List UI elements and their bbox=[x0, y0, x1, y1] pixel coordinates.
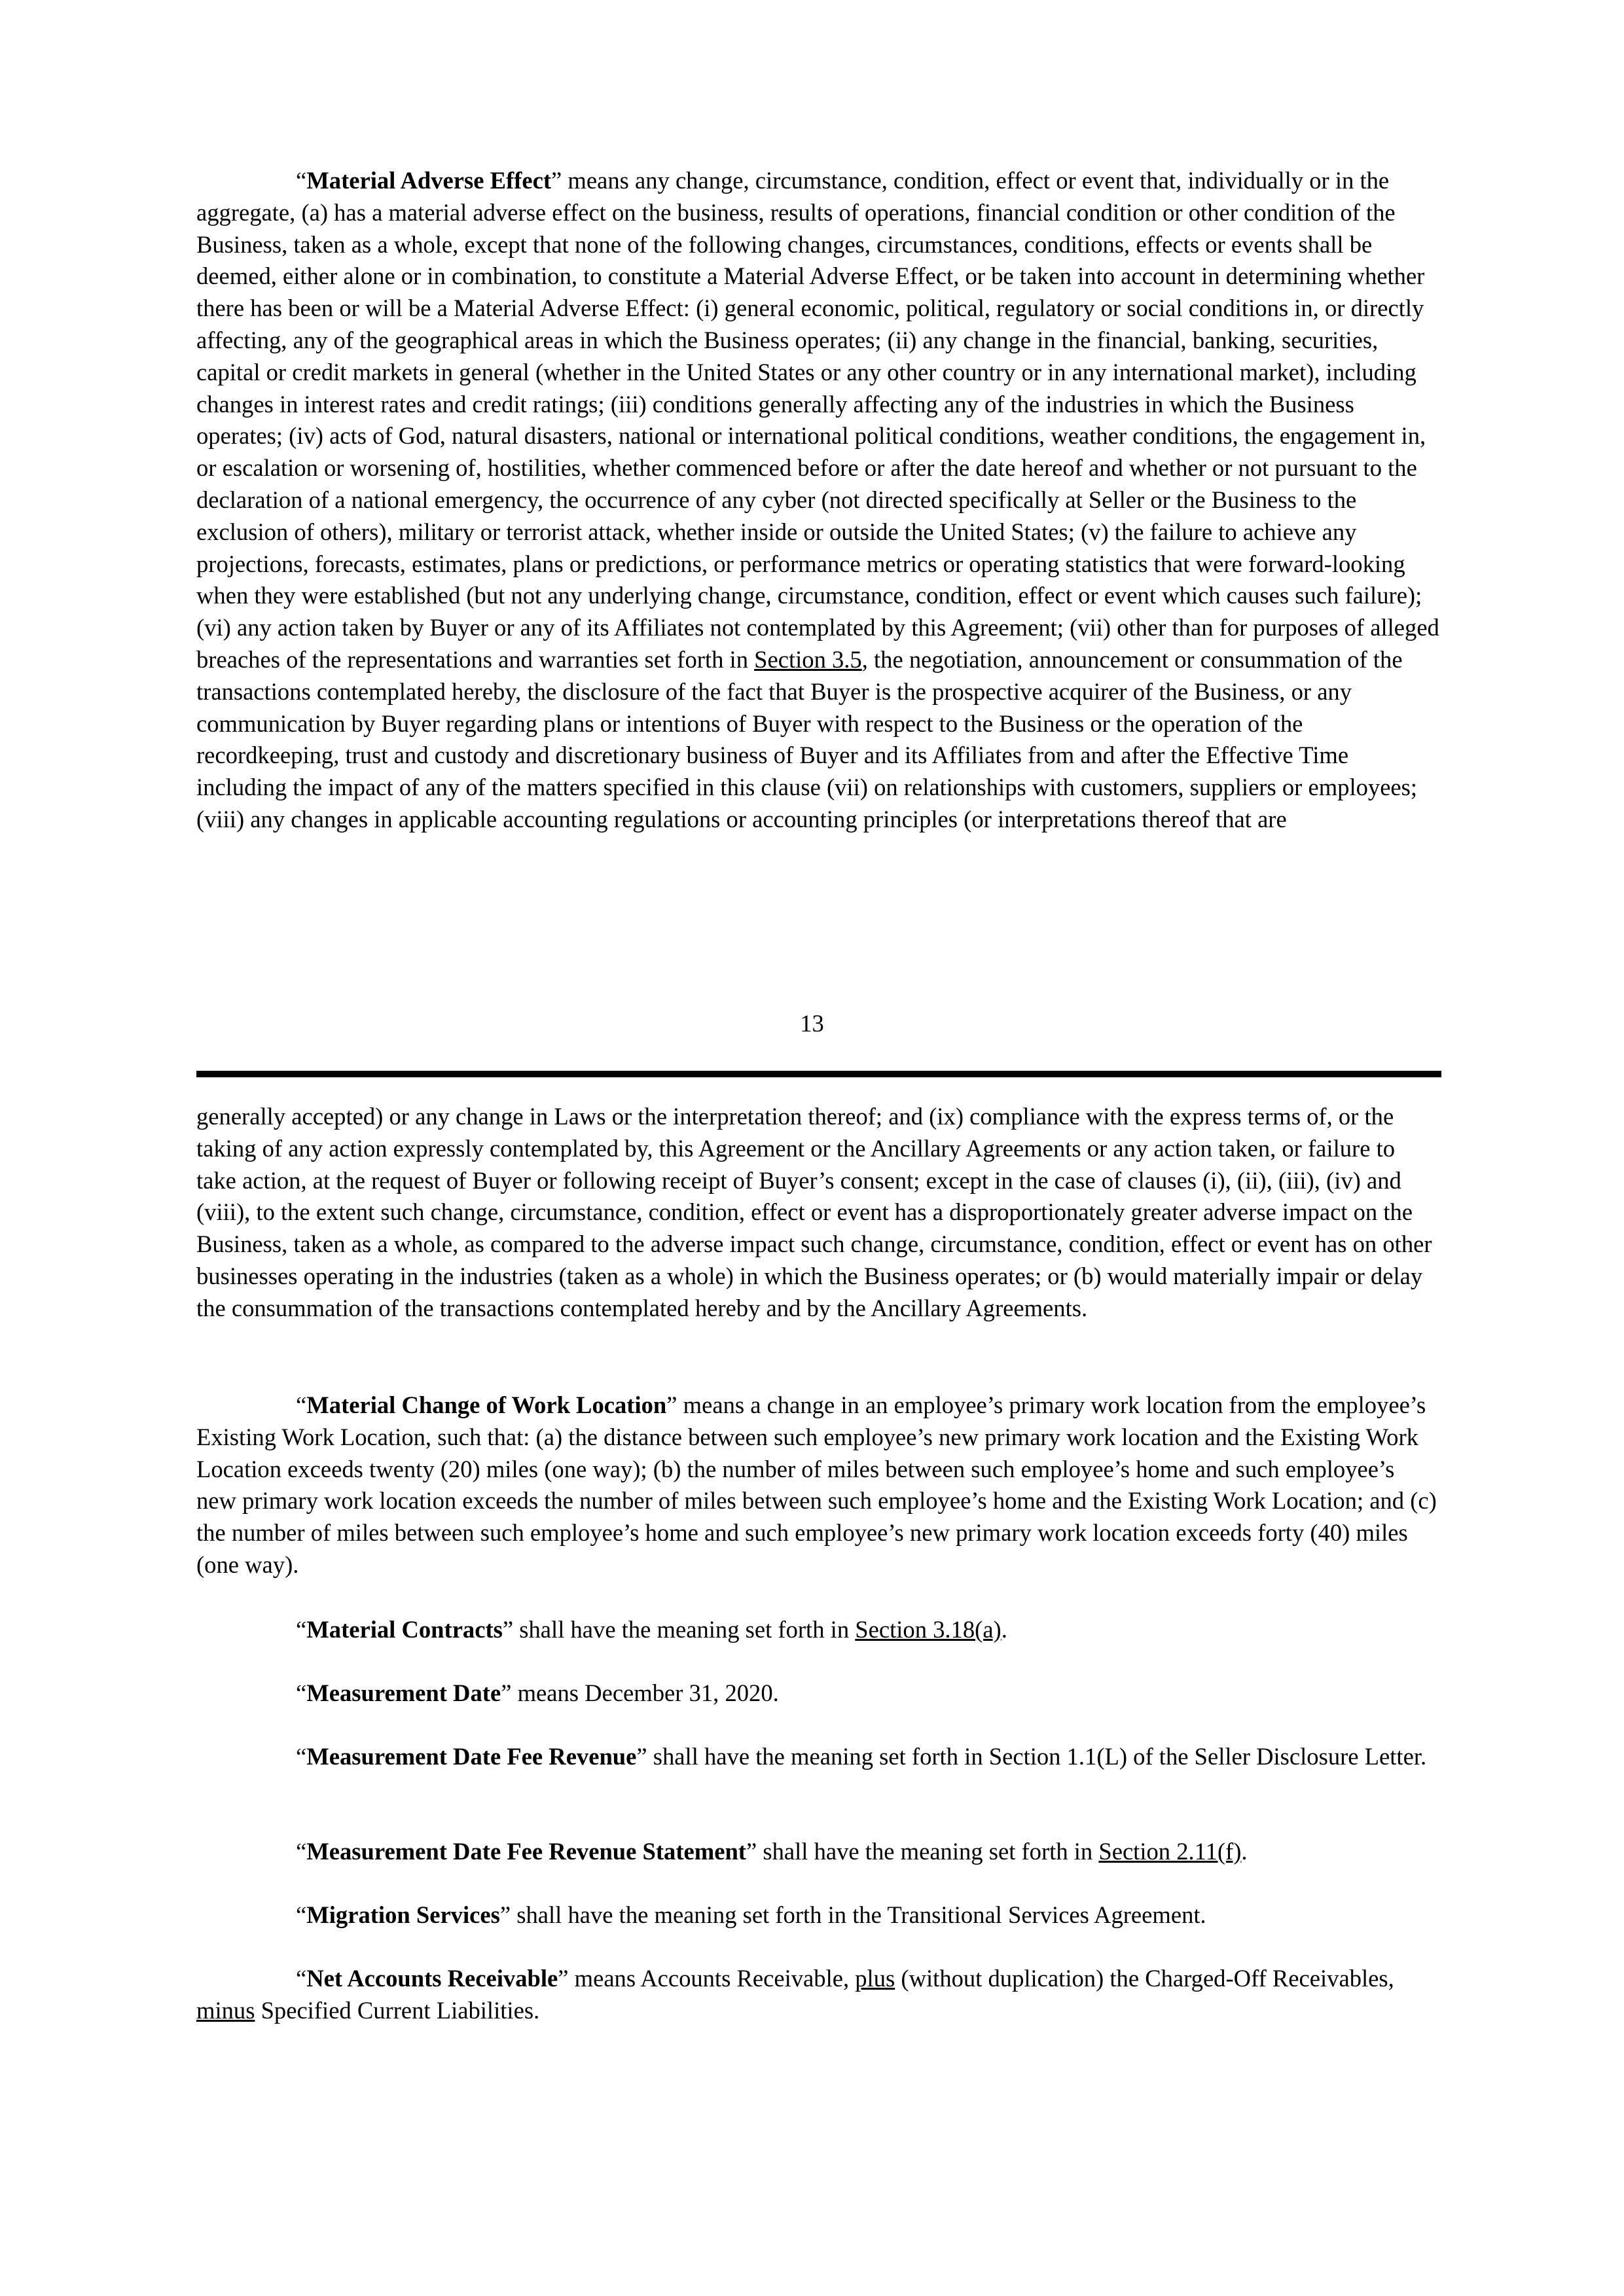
definition-text: shall have the meaning set forth in the Transitional Services Agreement. bbox=[511, 1901, 1206, 1928]
definition-measurement-date-fee-revenue-statement: “Measurement Date Fee Revenue Statement” shall have the meaning set forth in Section 2.11(f). bbox=[296, 1838, 1248, 1865]
definition-measurement-date-fee-revenue: “Measurement Date Fee Revenue” shall have the meaning set forth in Section 1.1(L) of the Seller Disclosure Letter. bbox=[296, 1743, 1427, 1770]
definition-text: shall have the meaning set forth in bbox=[757, 1838, 1099, 1865]
definition-material-contracts: “Material Contracts” shall have the meaning set forth in Section 3.18(a). bbox=[296, 1616, 1007, 1643]
definition-text: shall have the meaning set forth in Section 1.1(L) of the Seller Disclosure Letter. bbox=[647, 1743, 1427, 1770]
definition-material-change-of-work-location: “Material Change of Work Location” means a change in an employee’s primary work location from the employee’s Existing Work Location, such that: (a) the distance between such employee’s new primary work location and the Existing Work Location exceeds twenty (20) miles (one way); (b) the number of miles between such employee’s home and such employee’s new primary work location exceeds the number of miles between such employee’s home and the Existing Work Location; and (c) the number of miles between such employee’s home and such employee’s new primary work location exceeds forty (40) miles (one way). bbox=[196, 1391, 1437, 1578]
definition-material-adverse-effect bbox=[196, 165, 1440, 836]
definition-text: means a change in an employee’s primary work location from the employee’s Existing Work Location, such that: (a) the distance between such employee’s new primary work location and the Existing Work Location exceeds twenty (20) miles (one way); (b) the number of miles between such employee’s home and such employee’s new primary work location exceeds the number of miles between such employee’s home and the Existing Work Location; and (c) the number of miles between such employee’s home and such employee’s new primary work location exceeds forty (40) miles (one way). bbox=[196, 1391, 1437, 1578]
punctuation: . bbox=[1241, 1838, 1248, 1865]
defined-term: Material Change of Work Location bbox=[306, 1391, 667, 1418]
emphasis-minus: minus bbox=[196, 1996, 255, 2024]
close-quote: ” bbox=[551, 167, 562, 194]
definition-measurement-date: “Measurement Date” means December 31, 2020. bbox=[296, 1679, 779, 1706]
section-reference: Section 2.11(f) bbox=[1098, 1838, 1242, 1865]
definition-text: means December 31, 2020. bbox=[511, 1679, 779, 1706]
defined-term: Material Contracts bbox=[306, 1616, 503, 1643]
definition-text: means any change, circumstance, condition, effect or event that, individually or in the aggregate, (a) has a material adverse effect on the business, results of operations, financial condition or other condition of the Business, taken as a whole, except that none of the following changes, circumstances, conditions, effects or events shall be deemed, either alone or in combination, to constitute a Material Adverse Effect, or be taken into account in determining whether there has been or will be a Material Adverse Effect: (i) general economic, political, regulatory or social conditions in, or directly affecting, any of the geographical areas in which the Business operates; (ii) any change in the financial, banking, securities, capital or credit markets in general (whether in the United States or any other country or in any international market), including changes in interest rates and credit ratings; (iii) conditions generally affecting any of the industries in which the Business operates; (iv) acts of God, natural disasters, national or international political conditions, weather conditions, the engagement in, or escalation or worsening of, hostilities, whether commenced before or after the date hereof and whether or not pursuant to the declaration of a national emergency, the occurrence of any cyber (not directed specifically at Seller or the Business to the exclusion of others), military or terrorist attack, whether inside or outside the United States; (v) the failure to achieve any projections, forecasts, estimates, plans or predictions, or performance metrics or operating statistics that were forward-looking when they were established (but not any underlying change, circumstance, condition, effect or event which causes such failure); (vi) any action taken by Buyer or any of its Affiliates not contemplated by this Agreement; (vii) other than for purposes of alleged breaches of the representations and warranties set forth in bbox=[196, 167, 1439, 673]
defined-term: Measurement Date Fee Revenue Statement bbox=[306, 1838, 746, 1865]
defined-term: Net Accounts Receivable bbox=[306, 1965, 558, 1992]
definition-text: , the negotiation, announcement or consummation of the transactions contemplated hereby, the disclosure of the fact that Buyer is the prospective acquirer of the Business, or any communication by Buyer regarding plans or intentions of Buyer with respect to the Business or the operation of the recordkeeping, trust and custody and discretionary business of Buyer and its Affiliates from and after the Effective Time including the impact of any of the matters specified in this clause (vii) on relationships with customers, suppliers or employees; (viii) any changes in applicable accounting regulations or accounting principles (or interpretations thereof that are bbox=[196, 645, 1418, 833]
emphasis-plus: plus bbox=[855, 1965, 895, 1992]
definition-continuation: generally accepted) or any change in Laws or the interpretation thereof; and (ix) compliance with the express terms of, or the taking of any action expressly contemplated by, this Agreement or the Ancillary Agreements or any action taken, or failure to take action, at the request of Buyer or following receipt of Buyer’s consent; except in the case of clauses (i), (ii), (iii), (iv) and (viii), to the extent such change, circumstance, condition, effect or event has a disproportionately greater adverse impact on the Business, taken as a whole, as compared to the adverse impact such change, circumstance, condition, effect or event has on other businesses operating in the industries (taken as a whole) in which the Business operates; or (b) would materially impair or delay the consummation of the transactions contemplated hereby and by the Ancillary Agreements. bbox=[196, 1103, 1432, 1321]
definition-migration-services: “Migration Services” shall have the meaning set forth in the Transitional Services Agreement. bbox=[296, 1901, 1206, 1928]
definition-net-accounts-receivable: “Net Accounts Receivable” means Accounts Receivable, plus (without duplication) the Charged-Off Receivables, minus Specified Current Liabilities. bbox=[196, 1965, 1394, 2024]
defined-term: Measurement Date Fee Revenue bbox=[306, 1743, 637, 1770]
definition-text: (without duplication) the Charged-Off Receivables, bbox=[895, 1965, 1394, 1992]
definition-text: shall have the meaning set forth in bbox=[513, 1616, 856, 1643]
page-break-rule bbox=[196, 1071, 1441, 1077]
defined-term: Migration Services bbox=[306, 1901, 500, 1928]
page-number: 13 bbox=[800, 1010, 824, 1037]
open-quote: “ bbox=[296, 167, 307, 194]
defined-term: Material Adverse Effect bbox=[306, 167, 551, 194]
punctuation: . bbox=[1001, 1616, 1007, 1643]
section-reference: Section 3.5 bbox=[754, 645, 862, 673]
definition-text: means Accounts Receivable, bbox=[568, 1965, 856, 1992]
definition-text: Specified Current Liabilities. bbox=[255, 1996, 540, 2024]
defined-term: Measurement Date bbox=[306, 1679, 501, 1706]
section-reference: Section 3.18(a) bbox=[855, 1616, 1001, 1643]
